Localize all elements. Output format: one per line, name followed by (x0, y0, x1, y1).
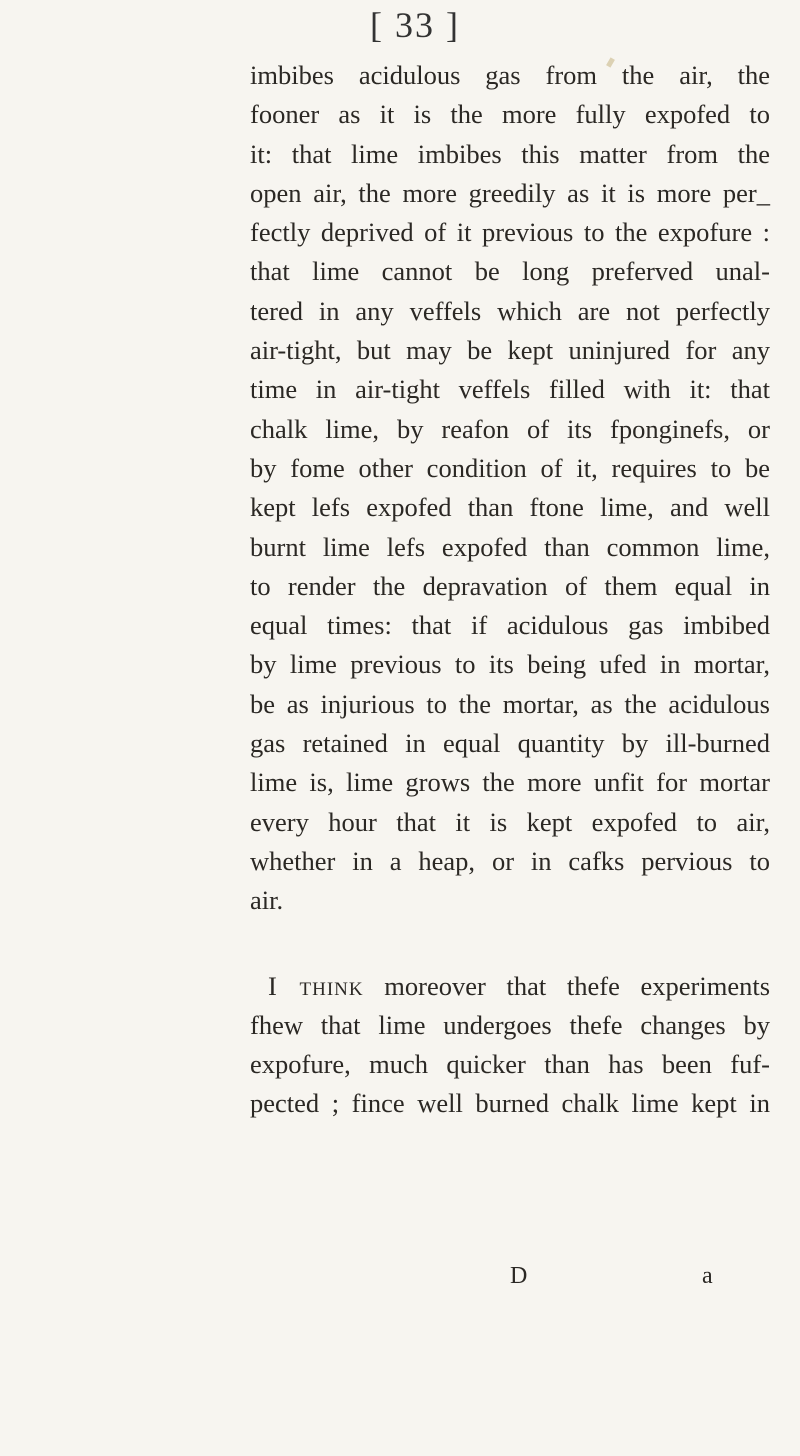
text-line: be as injurious to the mortar, as the acidulous (250, 688, 770, 719)
text-line: by fome other condition of it, requires to be (250, 452, 770, 483)
text-line: fooner as it is the more fully expofed to (250, 99, 770, 130)
text-line: open air, the more greedily as it is more per_ (250, 177, 770, 208)
text-line (250, 967, 770, 1006)
text-block (250, 56, 770, 1124)
text-line: expofure, much quicker than has been fuf- (250, 1049, 770, 1080)
text-line: by lime previous to its being ufed in mortar, (250, 649, 770, 680)
text-line: burnt lime lefs expofed than common lime, (250, 531, 770, 562)
paragraph-2 (250, 967, 770, 1124)
paragraph-gap (250, 921, 770, 967)
text-line: air. (250, 885, 284, 916)
page-number: [ 33 ] (370, 5, 460, 45)
paragraph-1 (250, 56, 770, 921)
text-line: to render the depravation of them equal in (250, 570, 770, 601)
opening-small-caps: I think (268, 970, 364, 1001)
text-line: it: that lime imbibes this matter from the (250, 138, 770, 169)
first-line-rest: moreover that thefe experiments (384, 970, 771, 1001)
text-line: time in air-tight veffels filled with it: that (250, 374, 770, 405)
text-line: air-tight, but may be kept uninjured for any (250, 335, 770, 366)
signature-mark: D (510, 1263, 528, 1289)
text-line: whether in a heap, or in cafks pervious to (250, 845, 770, 876)
text-line: lime is, lime grows the more unfit for mortar (250, 767, 770, 798)
text-line: fhew that lime undergoes thefe changes by (250, 1009, 770, 1040)
text-line: every hour that it is kept expofed to air, (250, 806, 770, 837)
catchword: a (702, 1263, 713, 1289)
text-line: that lime cannot be long preferved unal- (250, 256, 770, 287)
text-line: equal times: that if acidulous gas imbibed (250, 610, 770, 641)
text-line: imbibes acidulous gas from the air, the (250, 60, 770, 90)
text-line: fectly deprived of it previous to the expofure : (250, 217, 770, 248)
text-line: tered in any veffels which are not perfectly (250, 295, 770, 326)
text-line: kept lefs expofed than ftone lime, and well (250, 492, 770, 523)
text-line: gas retained in equal quantity by ill-burned (250, 728, 770, 759)
text-line: chalk lime, by reafon of its fponginefs, or (250, 413, 770, 444)
text-line: pected ; fince well burned chalk lime kept in (250, 1088, 770, 1119)
